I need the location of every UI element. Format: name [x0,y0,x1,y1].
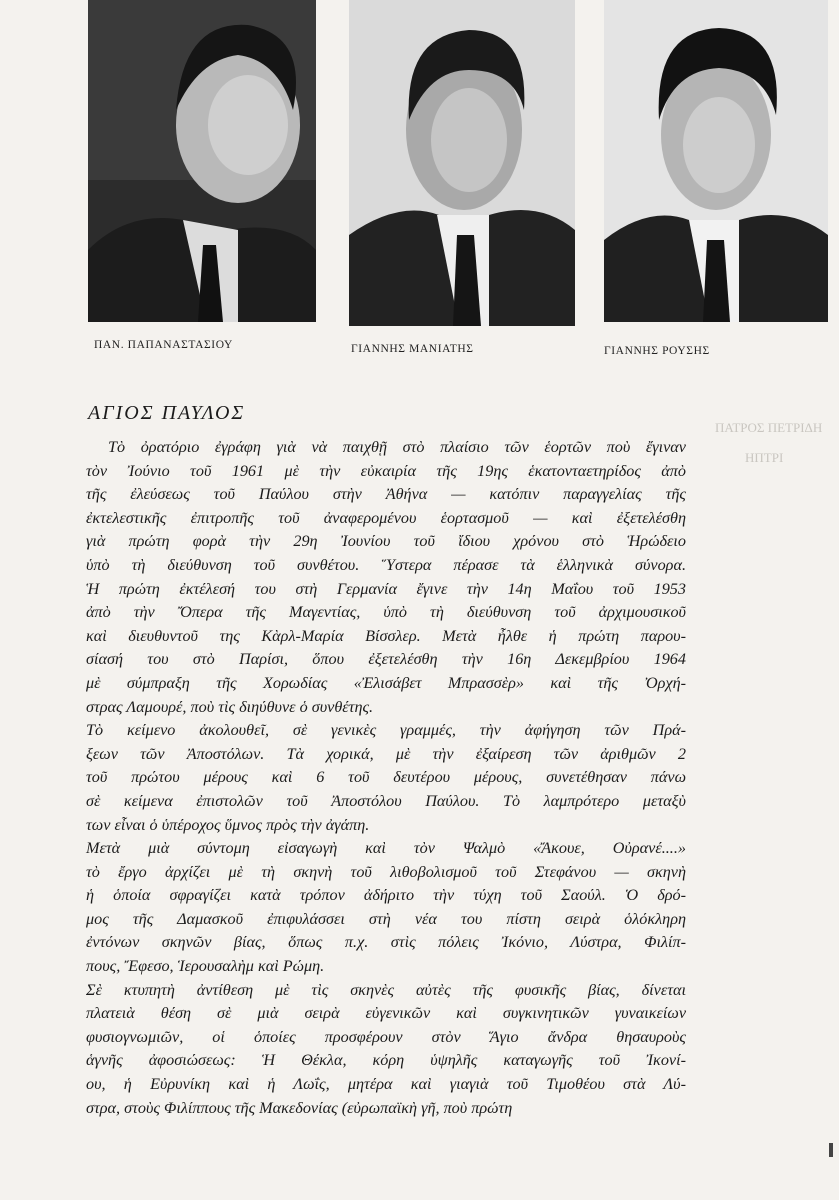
text-line: τοῦ πρώτου μέρους καὶ 6 τοῦ δευτέρου μέρους, συνετέθησαν πάνω [86,768,686,787]
text-line: ξεων τῶν Ἀποστόλων. Τὰ χορικά, μὲ τὴν ἐξαίρεση τῶν ἀριθμῶν 2 [86,744,686,763]
text-line: ἐντόνων σκηνῶν βίας, ὅπως π.χ. στὶς πόλεις Ἰκόνιο, Λύστρα, Φιλίπ- [86,933,686,952]
text-line: ἁγνῆς ἀφοσιώσεως: Ἡ Θέκλα, κόρη ὑψηλῆς καταγωγῆς τοῦ Ἰκονί- [86,1051,686,1070]
text-line: μος τῆς Δαμασκοῦ ἐπιφυλάσσει στὴ νέα του πίστη σειρὰ ὁλόκληρη [86,909,686,928]
section-title: ΑΓΙΟΣ ΠΑΥΛΟΣ [88,402,246,424]
portrait-photo-rousis [604,0,828,322]
text-line: ου, ἡ Εὐρυνίκη καὶ ἡ Λωΐς, μητέρα καὶ γιαγιὰ τοῦ Τιμοθέου στὰ Λύ- [86,1075,686,1094]
text-line: στρα, στοὺς Φιλίππους τῆς Μακεδονίας (εὐρωπαϊκὴ γῆ, ποὺ πρώτη [86,1098,513,1117]
text-line: μὲ σύμπραξη τῆς Χορωδίας «Ἐλισάβετ Μπρασσὲρ» καὶ τῆς Ὀρχή- [86,673,686,692]
text-line: ἐκτελεστικῆς ἐπιτροπῆς τοῦ ἀναφερομένου ἑορτασμοῦ — καὶ ἐξετελέσθη [86,508,686,527]
photo-caption: ΓΙΑΝΝΗΣ ΡΟΥΣΗΣ [604,345,710,357]
text-line: στρας Λαμουρέ, ποὺ τὶς διηύθυνε ὁ συνθέτης. [86,697,374,716]
article-body [86,436,686,1120]
photo-caption: ΓΙΑΝΝΗΣ ΜΑΝΙΑΤΗΣ [351,343,474,355]
paragraph [86,719,686,837]
paragraph [86,837,686,979]
text-line: ἀπὸ τὴν Ὄπερα τῆς Μαγεντίας, ὑπὸ τὴ διεύθυνση τοῦ ἀρχιμουσικοῦ [86,603,686,622]
text-line: πους, Ἔφεσο, Ἱερουσαλὴμ καὶ Ρώμη. [86,957,325,976]
text-line: Ἡ πρώτη ἐκτέλεσή του στὴ Γερμανία ἔγινε τὴν 14η Μαΐου τοῦ 1953 [86,579,686,598]
text-line: καὶ διευθυντοῦ της Κὰρλ-Μαρία Βίσσλερ. Μετὰ ἦλθε ἡ πρώτη παρου- [86,626,686,645]
text-line: Τὸ ὀρατόριο ἐγράφη γιὰ νὰ παιχθῇ στὸ πλαίσιο τῶν ἑορτῶν ποὺ ἔγιναν [108,438,686,456]
bleed-through-text: ΠΑΤΡΟΣ ΠΕΤΡΙΔΗ [715,420,823,435]
text-line: τὸ ἔργο ἀρχίζει μὲ τὴ σκηνὴ τοῦ λιθοβολισμοῦ τοῦ Στεφάνου — σκηνὴ [86,862,686,881]
text-line: φυσιογνωμιῶν, οἱ ὁποίες προσφέρουν στὸν Ἅγιο ἄνδρα θησαυροὺς [86,1027,686,1046]
text-line: γιὰ πρώτη φορὰ τὴν 29η Ἰουνίου τοῦ ἴδιου χρόνου στὸ Ἡρώδειο [86,532,686,551]
text-line: Τὸ κείμενο ἀκολουθεῖ, σὲ γενικὲς γραμμές, τὴν ἀφήγηση τῶν Πρά- [86,721,686,740]
text-line: ὑπὸ τὴ διεύθυνση τοῦ συνθέτου. Ὕστερα πέρασε τὰ ἑλληνικὰ σύνορα. [86,555,686,574]
text-line: σὲ κείμενα ἐπιστολῶν τοῦ Ἀποστόλου Παύλου. Τὸ λαμπρότερο μεταξὺ [86,791,686,810]
text-line: σίασή του στὸ Παρίσι, ὅπου ἐξετελέσθη τὴν 16η Δεκεμβρίου 1964 [86,650,686,669]
photo-caption: ΠΑΝ. ΠΑΠΑΝΑΣΤΑΣΙΟΥ [94,339,233,351]
text-line: ἡ ὁποία σφραγίζει κατὰ τρόπον ἀδήριτο τὴν τύχη τοῦ Σαούλ. Ὁ δρό- [86,886,686,905]
bleed-through-text: ΗΠΤΡΙ [745,450,784,465]
text-line: Σὲ κτυπητὴ ἀντίθεση μὲ τὶς σκηνὲς αὐτὲς τῆς φυσικῆς βίας, δίνεται [86,980,686,999]
text-line: Μετὰ μιὰ σύντομη εἰσαγωγὴ καὶ τὸν Ψαλμὸ «Ἄκουε, Οὐρανέ....» [86,839,686,858]
paragraph [86,979,686,1121]
paragraph [86,436,686,719]
text-line: τὸν Ἰούνιο τοῦ 1961 μὲ τὴν εὐκαιρία τῆς 19ης ἑκατονταετηρίδος ἀπὸ [86,461,686,480]
portrait-photo-maniatis [349,0,575,326]
text-line: πλατειὰ θέση σὲ μιὰ σειρὰ εὐγενικῶν καὶ συγκινητικῶν γυναικείων [86,1004,686,1023]
text-line: τῆς ἐλεύσεως τοῦ Παύλου στὴν Ἀθήνα — κατόπιν παραγγελίας τῆς [86,485,686,504]
page-edge-mark [829,1143,833,1157]
text-line: των εἶναι ὁ ὑπέροχος ὕμνος πρὸς τὴν ἀγάπη. [86,815,370,834]
portrait-photo-papanastasiou [88,0,316,322]
